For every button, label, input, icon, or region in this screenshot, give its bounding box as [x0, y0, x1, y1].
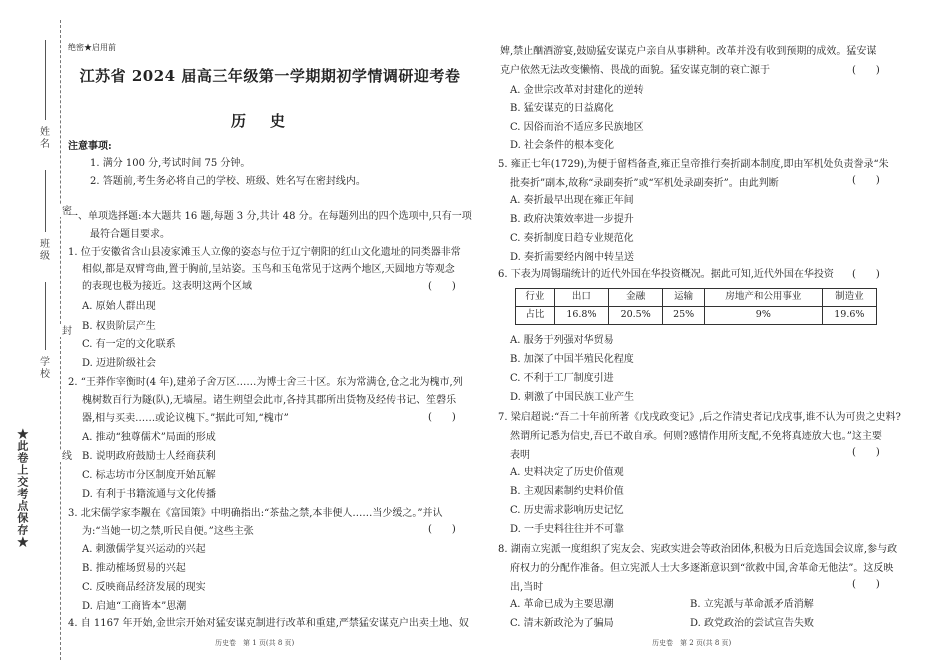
q5-answer-paren[interactable]: ( ) — [852, 175, 880, 186]
table-header: 制造业 — [822, 289, 876, 307]
seal-char-feng: 封 — [59, 325, 71, 337]
q7-line-2: 然谓所记悉为信史,吾已不敢自承。何则?感情作用所支配,不免将真迹放大也。”这主要 — [510, 431, 882, 442]
keep-warning: ★此卷上交考点保存★ — [15, 428, 29, 548]
q1-answer-paren[interactable]: ( ) — [428, 281, 456, 292]
question-3 — [68, 505, 488, 541]
table-header-row — [516, 289, 877, 307]
seal-char-xian: 线 — [59, 450, 71, 462]
question-2 — [68, 374, 488, 428]
subject-title: 历史 — [230, 112, 309, 130]
q5-option-c[interactable]: C. 奏折制度日趋专业规范化 — [510, 233, 634, 244]
school-blank — [45, 282, 46, 350]
q4-answer-paren[interactable]: ( ) — [852, 65, 880, 76]
notice-item-1: 1. 满分 100 分,考试时间 75 分钟。 — [90, 158, 251, 169]
q1-line-3: 的表现也极为接近。这表明这两个区域 — [82, 281, 252, 292]
q5-option-a[interactable]: A. 奏折最早出现在雍正年间 — [510, 195, 634, 206]
q5-line-2: 批奏折”副本,故称“录副奏折”或“军机处录副奏折”。由此判断 — [510, 178, 779, 189]
q6-option-a[interactable]: A. 服务于列强对华贸易 — [510, 335, 614, 346]
table-cell: 占比 — [516, 307, 555, 325]
q6-answer-paren[interactable]: ( ) — [852, 269, 880, 280]
table-cell: 25% — [663, 307, 705, 325]
q3-answer-paren[interactable]: ( ) — [428, 524, 456, 535]
q8-option-b[interactable]: B. 立宪派与革命派矛盾消解 — [690, 599, 814, 610]
footer-right: 历史卷 第 2 页(共 8 页) — [652, 639, 732, 647]
table-cell: 9% — [704, 307, 822, 325]
table-cell: 16.8% — [554, 307, 608, 325]
q2-option-c[interactable]: C. 标志坊市分区制度开始瓦解 — [82, 470, 216, 481]
q2-option-d[interactable]: D. 有利于书籍流通与文化传播 — [82, 489, 217, 500]
q6-option-b[interactable]: B. 加深了中国半殖民化程度 — [510, 354, 634, 365]
q4-cont-line-1: 婢,禁止酗酒游宴,鼓励猛安谋克户亲自从事耕种。改革并没有收到预期的成效。猛安谋 — [500, 46, 877, 57]
q2-line-1: 2. “王莽作宰衡时(4 年),建弟子舍万区……为博士舍三十区。东为常满仓,仓之北为槐市,列 — [68, 377, 463, 388]
notice-item-2: 2. 答题前,考生务必将自己的学校、班级、姓名写在密封线内。 — [90, 176, 366, 187]
q1-option-c[interactable]: C. 有一定的文化联系 — [82, 339, 176, 350]
q5-line-1: 5. 雍正七年(1729),为便于留档备查,雍正皇帝推行奏折副本制度,即由军机处负责誊录“朱 — [498, 159, 889, 170]
seal-line — [60, 20, 61, 660]
table-header: 运输 — [663, 289, 705, 307]
q3-option-a[interactable]: A. 刺激儒学复兴运动的兴起 — [82, 544, 206, 555]
q7-option-d[interactable]: D. 一手史料往往并不可靠 — [510, 524, 625, 535]
q1-option-a[interactable]: A. 原始人群出现 — [82, 301, 156, 312]
q6-line: 6. 下表为周锡瑞统计的近代外国在华投资概况。据此可知,近代外国在华投资 — [498, 269, 834, 280]
exam-title: 江苏省 2024 届高三年级第一学期期初学情调研迎考卷 — [79, 67, 461, 85]
q8-answer-paren[interactable]: ( ) — [852, 579, 880, 590]
secret-mark: 绝密★启用前 — [68, 43, 116, 52]
question-1 — [68, 244, 488, 295]
q2-answer-paren[interactable]: ( ) — [428, 412, 456, 423]
q5-option-b[interactable]: B. 政府决策效率进一步提升 — [510, 214, 634, 225]
school-label: 学校 — [37, 356, 49, 380]
table-cell: 19.6% — [822, 307, 876, 325]
footer-left: 历史卷 第 1 页(共 8 页) — [215, 639, 295, 647]
q7-option-b[interactable]: B. 主观因素制约史料价值 — [510, 486, 624, 497]
q4-cont-line-2: 克户依然无法改变懒惰、畏战的面貌。猛安谋克制的衰亡源于 — [500, 65, 770, 76]
q2-option-b[interactable]: B. 说明政府鼓励士人经商获利 — [82, 451, 216, 462]
q1-line-2: 相似,都是双臂弯曲,置于胸前,呈站姿。玉鸟和玉龟常见于这两个地区,天圆地方等观念 — [82, 264, 455, 275]
q8-line-1: 8. 湖南立宪派一度组织了宪友会、宪政实进会等政治团体,积极为日后竞选国会议席,参与政 — [498, 544, 898, 555]
section-line-2: 最符合题目要求。 — [90, 228, 170, 240]
class-label: 班级 — [37, 238, 49, 262]
q4-line-1: 4. 自 1167 年开始,金世宗开始对猛安谋克制进行改革和重建,严禁猛安谋克户出卖土地、奴 — [68, 618, 469, 629]
seal-char-mi: 密 — [59, 205, 71, 217]
q2-line-2: 槐树数百行为隧(队),无墙屋。诸生朔望会此市,各持其郡所出货物及经传书记、笙磬乐 — [82, 395, 457, 406]
investment-table — [515, 288, 877, 325]
q3-option-d[interactable]: D. 启迪“工商皆本”思潮 — [82, 601, 187, 612]
q4-option-c[interactable]: C. 因俗而治不适应多民族地区 — [510, 122, 644, 133]
table-row — [516, 307, 877, 325]
q1-option-b[interactable]: B. 权贵阶层产生 — [82, 321, 156, 332]
q3-line-1: 3. 北宋儒学家李觏在《富国策》中明确指出:“茶盐之禁,本非便人……当少缓之。”并认 — [68, 508, 443, 519]
q3-option-c[interactable]: C. 反映商品经济发展的现实 — [82, 582, 206, 593]
notice-heading: 注意事项: — [68, 141, 112, 152]
q4-option-b[interactable]: B. 猛安谋克的日益腐化 — [510, 103, 614, 114]
name-blank — [45, 40, 46, 120]
q6-option-c[interactable]: C. 不利于工厂制度引进 — [510, 373, 614, 384]
q1-option-d[interactable]: D. 迈进阶级社会 — [82, 358, 157, 369]
q6-option-d[interactable]: D. 刺激了中国民族工业产生 — [510, 392, 635, 403]
table-header: 行业 — [516, 289, 555, 307]
q4-option-d[interactable]: D. 社会条件的根本变化 — [510, 140, 615, 151]
q2-option-a[interactable]: A. 推动“独尊儒术”局面的形成 — [82, 432, 216, 443]
q7-option-a[interactable]: A. 史料决定了历史价值观 — [510, 467, 624, 478]
q8-line-2: 府权力的分配作准备。但立宪派人士大多逐渐意识到“欲救中国,舍革命无他法”。这反映 — [510, 563, 894, 574]
q5-option-d[interactable]: D. 奏折需要经内阁中转呈送 — [510, 252, 635, 263]
q3-option-b[interactable]: B. 推动榷场贸易的兴起 — [82, 563, 186, 574]
q8-option-a[interactable]: A. 革命已成为主要思潮 — [510, 599, 614, 610]
q7-line-3: 表明 — [510, 450, 530, 461]
table-header: 出口 — [554, 289, 608, 307]
section-instruction — [68, 210, 488, 241]
section-line-1: 一、单项选择题:本大题共 16 题,每题 3 分,共计 48 分。在每题列出的四个选项中,只有一项 — [68, 211, 472, 222]
q7-option-c[interactable]: C. 历史需求影响历史记忆 — [510, 505, 624, 516]
q7-answer-paren[interactable]: ( ) — [852, 447, 880, 458]
q8-option-c[interactable]: C. 清末新政沦为了骗局 — [510, 618, 614, 629]
table-header: 金融 — [609, 289, 663, 307]
q4-option-a[interactable]: A. 金世宗改革对封建化的逆转 — [510, 85, 644, 96]
q2-line-3: 器,相与买卖……或论议槐下。”据此可知,“槐市” — [82, 413, 289, 424]
table-cell: 20.5% — [609, 307, 663, 325]
table-header: 房地产和公用事业 — [704, 289, 822, 307]
q7-line-1: 7. 梁启超说:“吾二十年前所著《戊戌政变记》,后之作清史者记戊戌事,谁不认为可贵之史料? — [498, 412, 901, 423]
name-label: 姓名 — [37, 126, 49, 150]
q8-option-d[interactable]: D. 政党政治的尝试宣告失败 — [690, 618, 815, 629]
class-blank — [45, 170, 46, 232]
q3-line-2: 为:“当她一切之禁,听民自便。”这些主张 — [82, 526, 254, 537]
q1-line-1: 1. 位于安徽省含山县凌家滩玉人立像的姿态与位于辽宁朝阳的红山文化遗址的同类器非常 — [68, 247, 461, 258]
q8-line-3: 出,当时 — [510, 582, 544, 593]
